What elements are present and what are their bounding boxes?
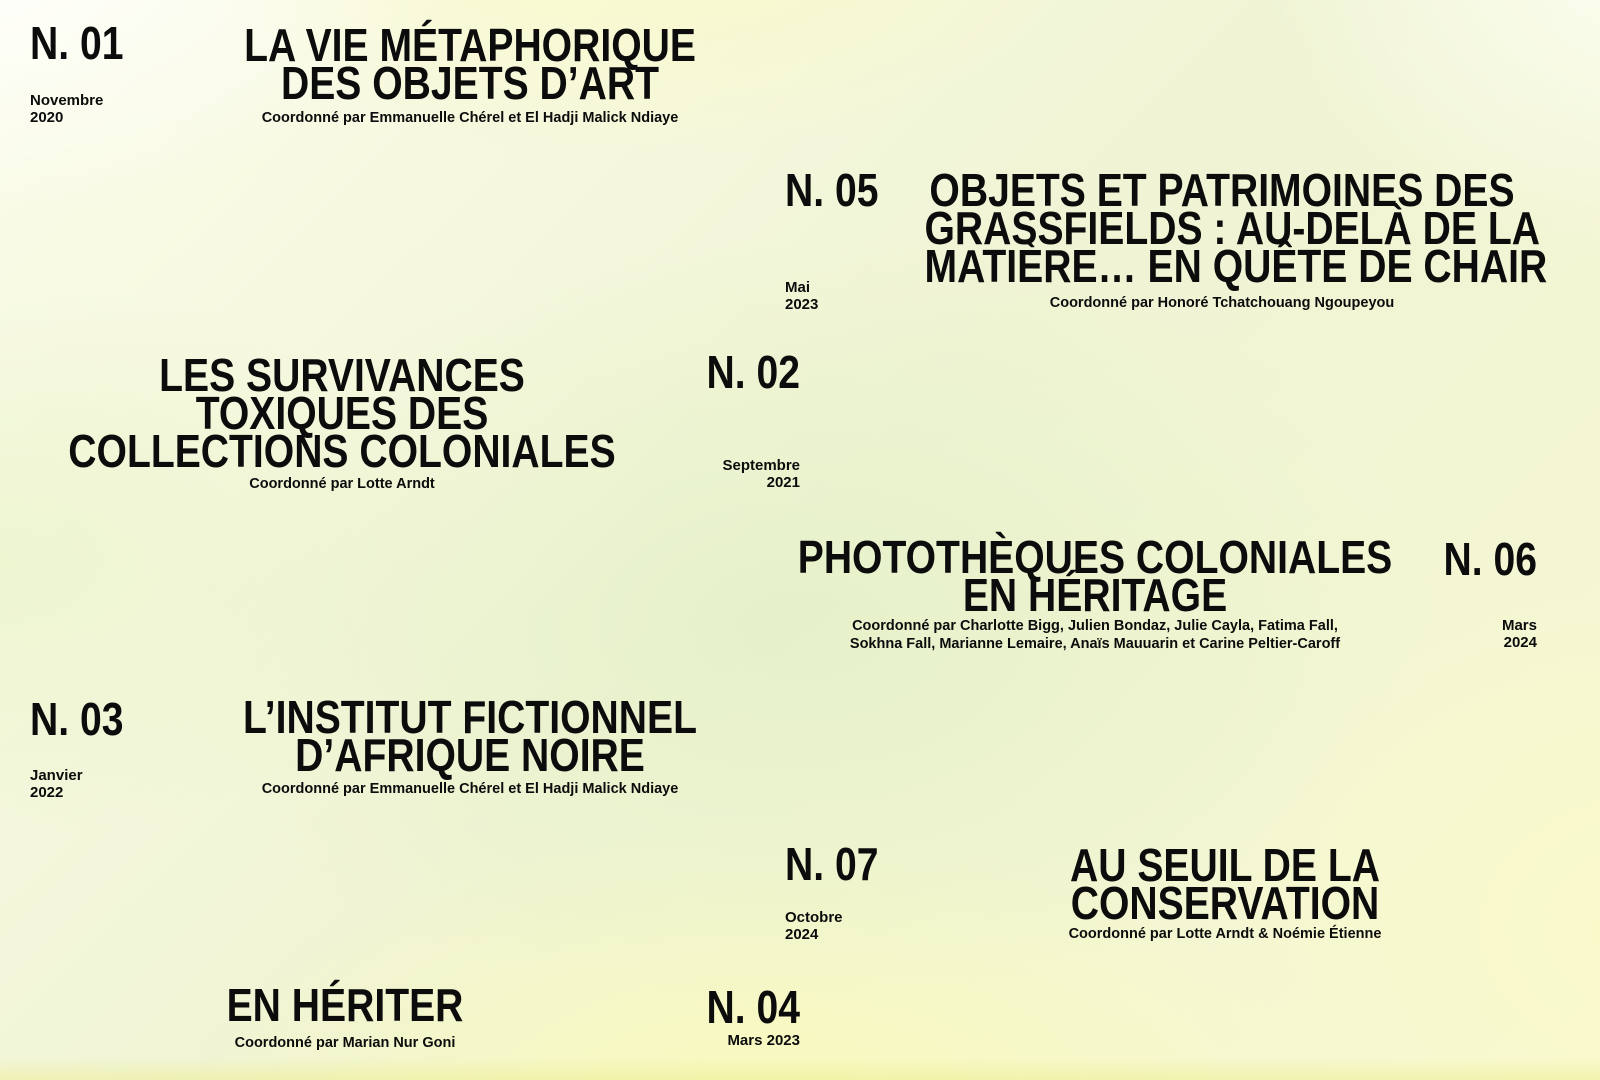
issue-title-line: CONSERVATION bbox=[1070, 877, 1380, 929]
issue-n03-date bbox=[30, 767, 83, 801]
issue-n01-date bbox=[30, 92, 103, 126]
issue-n05-coordination bbox=[872, 294, 1572, 312]
issue-n04-date bbox=[727, 1032, 800, 1049]
issue-date-line: 2020 bbox=[30, 109, 64, 126]
issue-title-line: TOXIQUES DES bbox=[195, 387, 489, 439]
issue-date-line: Janvier bbox=[30, 767, 83, 784]
issue-date-line: Novembre bbox=[30, 92, 104, 109]
issue-title-line: AU SEUIL DE LA bbox=[1070, 839, 1380, 891]
issue-n07-coordination bbox=[875, 925, 1575, 943]
issue-coordination-line: Coordonné par Lotte Arndt bbox=[249, 476, 435, 492]
issue-n03-coordination bbox=[120, 780, 820, 798]
issue-title-line: COLLECTIONS COLONIALES bbox=[68, 425, 616, 477]
issue-title-line: MATIÈRE… EN QUÊTE DE CHAIR bbox=[924, 240, 1548, 292]
issue-coordination-line: Coordonné par Charlotte Bigg, Julien Bondaz, Julie Cayla, Fatima Fall, bbox=[852, 618, 1338, 634]
issue-n05-date bbox=[785, 279, 818, 313]
issue-n06-title[interactable] bbox=[797, 531, 1393, 621]
issue-title-line: GRASSFIELDS : AU-DELÀ DE LA bbox=[924, 202, 1540, 254]
issue-date-line: Octobre bbox=[785, 909, 843, 926]
issue-coordination-line: Coordonné par Honoré Tchatchouang Ngoupeyou bbox=[1049, 295, 1395, 311]
issue-n01-title[interactable] bbox=[173, 19, 768, 109]
issue-title-line: EN HÉRITER bbox=[226, 979, 464, 1031]
issue-coordination-line: Coordonné par Emmanuelle Chérel et El Hadji Malick Ndiaye bbox=[261, 781, 679, 797]
issue-n05-number[interactable]: N. 05 bbox=[785, 164, 879, 216]
issue-title-line: LA VIE MÉTAPHORIQUE bbox=[244, 19, 696, 71]
issue-n06-date bbox=[1502, 617, 1537, 651]
issue-n03-title[interactable] bbox=[173, 691, 768, 781]
issue-n06-coordination bbox=[745, 617, 1445, 653]
issue-date-line: 2024 bbox=[785, 926, 819, 943]
issue-n07-date bbox=[785, 909, 843, 943]
issue-n04-title[interactable] bbox=[48, 979, 643, 1031]
issue-n06-number[interactable]: N. 06 bbox=[1443, 533, 1537, 585]
issue-title-line: EN HÉRITAGE bbox=[962, 569, 1228, 621]
issue-title-line: L’INSTITUT FICTIONNEL bbox=[243, 691, 697, 743]
issue-title-line: OBJETS ET PATRIMOINES DES bbox=[929, 164, 1515, 216]
issue-date-line: 2021 bbox=[766, 474, 800, 491]
issue-date-line: Mars 2023 bbox=[727, 1032, 800, 1049]
issue-date-line: 2024 bbox=[1503, 634, 1537, 651]
issue-n04-number[interactable]: N. 04 bbox=[706, 981, 800, 1033]
issue-title-line: LES SURVIVANCES bbox=[159, 349, 525, 401]
issue-coordination-line: Coordonné par Emmanuelle Chérel et El Hadji Malick Ndiaye bbox=[261, 110, 679, 126]
issue-n07-number[interactable]: N. 07 bbox=[785, 838, 879, 890]
issue-date-line: 2022 bbox=[30, 784, 64, 801]
issue-coordination-line: Sokhna Fall, Marianne Lemaire, Anaïs Mauuarin et Carine Peltier-Caroff bbox=[849, 636, 1341, 652]
issue-date-line: Mai bbox=[785, 279, 811, 296]
issue-n07-title[interactable] bbox=[928, 839, 1523, 929]
issue-n02-title[interactable] bbox=[45, 349, 640, 477]
issue-coordination-line: Coordonné par Marian Nur Goni bbox=[234, 1035, 456, 1051]
issue-n04-coordination bbox=[0, 1034, 695, 1052]
issue-n02-coordination bbox=[0, 475, 692, 493]
issue-n02-number[interactable]: N. 02 bbox=[706, 346, 800, 398]
issue-title-line: PHOTOTHÈQUES COLONIALES bbox=[797, 531, 1393, 583]
issue-n02-date bbox=[722, 457, 800, 491]
issue-title-line: D’AFRIQUE NOIRE bbox=[295, 729, 645, 781]
issue-n01-number[interactable]: N. 01 bbox=[30, 17, 124, 69]
issue-date-line: Mars bbox=[1501, 617, 1537, 634]
issue-date-line: Septembre bbox=[722, 457, 800, 474]
issue-n01-coordination bbox=[120, 109, 820, 127]
issue-n03-number[interactable]: N. 03 bbox=[30, 693, 124, 745]
issue-coordination-line: Coordonné par Lotte Arndt & Noémie Étienne bbox=[1068, 926, 1382, 942]
issue-n05-title[interactable] bbox=[924, 164, 1548, 292]
issue-date-line: 2023 bbox=[785, 296, 819, 313]
issue-title-line: DES OBJETS D’ART bbox=[280, 57, 660, 109]
